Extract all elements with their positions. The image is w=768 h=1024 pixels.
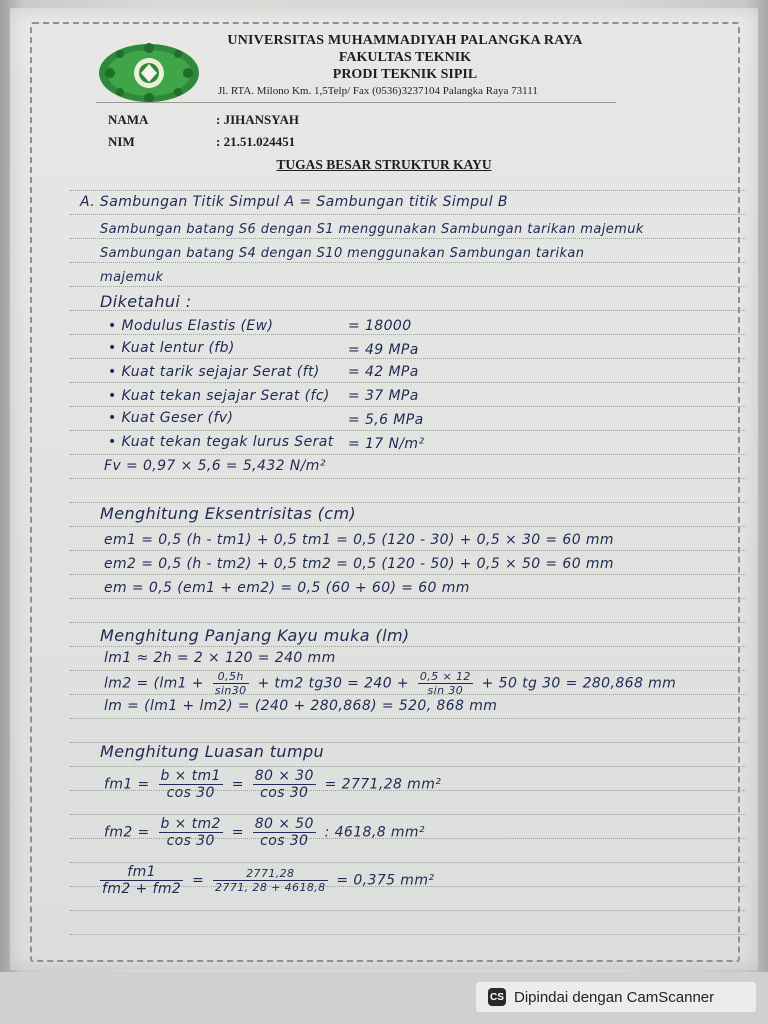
fm1-calc [104, 768, 441, 801]
lm2-f2-den: sin 30 [427, 684, 464, 697]
ruled-line [70, 862, 746, 863]
hw-line-2: Sambungan batang S6 dengan S1 menggunakan Sambungan tarikan majemuk [100, 222, 644, 237]
lm1-calc: lm1 ≈ 2h = 2 × 120 = 240 mm [104, 650, 336, 666]
camscanner-label: Dipindai dengan CamScanner [514, 988, 715, 1006]
fm1-f2-num: 80 × 30 [254, 768, 314, 784]
fm1-f1-num: b × tm1 [160, 768, 221, 784]
section-luasan-title: Menghitung Luasan tumpu [100, 742, 325, 761]
param-ft-label: • Kuat tarik sejajar Serat (ft) [108, 364, 320, 380]
param-ft-value: = 42 MPa [348, 364, 419, 380]
lm2-part-a: lm2 = (lm1 + [104, 675, 204, 692]
ratio-eq: = [192, 872, 205, 889]
faculty-name: FAKULTAS TEKNIK [338, 50, 472, 65]
fv-calc: Fv = 0,97 × 5,6 = 5,432 N/m² [104, 458, 326, 474]
letterhead [200, 32, 610, 99]
nim-label: NIM [108, 134, 135, 149]
nim-row [108, 134, 295, 150]
ruled-line [70, 406, 746, 407]
param-ew-value: = 18000 [348, 318, 412, 334]
lm2-part-c: + 50 tg 30 = 280,868 mm [481, 675, 677, 692]
lm2-f1-num: 0,5h [213, 670, 249, 684]
lm-calc: lm = (lm1 + lm2) = (240 + 280,868) = 520, 868 mm [104, 698, 498, 714]
hw-diketahui: Diketahui : [100, 292, 192, 311]
hw-line-3: Sambungan batang S4 dengan S10 menggunakan Sambungan tarikan [100, 246, 585, 261]
name-value: : JIHANSYAH [216, 112, 299, 127]
ratio-fraction-2 [213, 867, 327, 894]
section-eksentrisitas-title: Menghitung Eksentrisitas (cm) [100, 504, 357, 523]
param-fc-label: • Kuat tekan sejajar Serat (fc) [108, 388, 330, 404]
name-label: NAMA [108, 112, 149, 127]
ruled-line [70, 430, 746, 431]
name-row [108, 112, 299, 128]
ruled-line [70, 478, 746, 479]
ratio-f-num: 2771,28 [213, 867, 327, 881]
address-line: Jl. RTA. Milono Km. 1,5Telp/ Fax (0536)3237104 Palangka Raya 73111 [218, 85, 538, 97]
fm1-f2-den: cos 30 [260, 785, 309, 801]
ruled-line [70, 574, 746, 575]
fm2-fraction-1 [159, 816, 223, 849]
university-name: UNIVERSITAS MUHAMMADIYAH PALANGKA RAYA [227, 33, 583, 48]
section-panjang-title: Menghitung Panjang Kayu muka (lm) [100, 626, 410, 645]
fm2-f1-den: cos 30 [166, 833, 215, 849]
ruled-line [70, 934, 746, 935]
ratio-den: fm2 + fm2 [102, 881, 182, 897]
fm1-label: fm1 = [104, 776, 150, 793]
fm1-fraction-1 [159, 768, 223, 801]
param-ew-label: • Modulus Elastis (Ew) [108, 318, 274, 334]
lm2-fraction-1 [213, 670, 249, 697]
ruled-line [70, 598, 746, 599]
hw-line-1: A. Sambungan Titik Simpul A = Sambungan titik Simpul B [80, 194, 508, 210]
ruled-line [70, 910, 746, 911]
ruled-line [70, 454, 746, 455]
ruled-line [70, 646, 746, 647]
lm2-part-b: + tm2 tg30 = 240 + [257, 675, 410, 692]
fm2-f1-num: b × tm2 [160, 816, 221, 832]
em2-calc: em2 = 0,5 (h - tm2) + 0,5 tm2 = 0,5 (120 - 50) + 0,5 × 50 = 60 mm [104, 556, 614, 572]
ratio-calc [96, 864, 434, 897]
param-fb-label: • Kuat lentur (fb) [108, 340, 235, 356]
camscanner-icon: CS [488, 988, 506, 1006]
ruled-line [70, 766, 746, 767]
ruled-line [70, 190, 746, 191]
em1-calc: em1 = 0,5 (h - tm1) + 0,5 tm1 = 0,5 (120 - 30) + 0,5 × 30 = 60 mm [104, 532, 614, 548]
fm1-eq: = [231, 776, 244, 793]
hw-line-4: majemuk [100, 270, 164, 285]
ratio-value: = 0,375 mm² [336, 872, 435, 889]
ratio-num: fm1 [100, 864, 183, 881]
ratio-f-den: 2771, 28 + 4618,8 [215, 881, 326, 894]
ruled-line [70, 502, 746, 503]
fm2-label: fm2 = [104, 824, 150, 841]
lm2-f2-num: 0,5 × 12 [419, 670, 471, 683]
fm1-f1-den: cos 30 [166, 785, 215, 801]
camscanner-watermark [476, 982, 756, 1012]
param-fb-value: = 49 MPa [348, 342, 419, 358]
fm2-f2-num: 80 × 50 [254, 816, 314, 832]
param-perp-label: • Kuat tekan tegak lurus Serat [108, 434, 334, 450]
param-fc-value: = 37 MPa [348, 388, 419, 404]
lm2-fraction-2 [418, 670, 473, 697]
ruled-line [70, 358, 746, 359]
em-calc: em = 0,5 (em1 + em2) = 0,5 (60 + 60) = 60 mm [104, 580, 470, 596]
ruled-line [70, 238, 746, 239]
ruled-line [70, 814, 746, 815]
header-divider [96, 102, 616, 103]
university-logo-icon [96, 42, 202, 104]
ruled-line [70, 214, 746, 215]
fm1-value: = 2771,28 mm² [324, 776, 442, 793]
fm2-fraction-2 [253, 816, 316, 849]
ruled-line [70, 622, 746, 623]
ratio-fraction-1 [100, 864, 183, 897]
ruled-line [70, 526, 746, 527]
fm2-eq: = [231, 824, 244, 841]
ruled-line [70, 718, 746, 719]
param-fv-label: • Kuat Geser (fv) [108, 410, 234, 426]
ruled-line [70, 382, 746, 383]
fm1-fraction-2 [253, 768, 316, 801]
ruled-line [70, 334, 746, 335]
program-name: PRODI TEKNIK SIPIL [332, 67, 478, 82]
param-perp-value: = 17 N/m² [348, 436, 425, 452]
ruled-line [70, 286, 746, 287]
param-fv-value: = 5,6 MPa [348, 412, 424, 428]
fm2-value: : 4618,8 mm² [324, 824, 425, 841]
fm2-calc [104, 816, 425, 849]
ruled-line [70, 262, 746, 263]
lm2-calc [104, 670, 676, 697]
ruled-line [70, 550, 746, 551]
document-title: TUGAS BESAR STRUKTUR KAYU [276, 157, 492, 172]
nim-value: : 21.51.024451 [216, 134, 296, 149]
lm2-f1-den: sin30 [214, 684, 247, 697]
fm2-f2-den: cos 30 [260, 833, 309, 849]
